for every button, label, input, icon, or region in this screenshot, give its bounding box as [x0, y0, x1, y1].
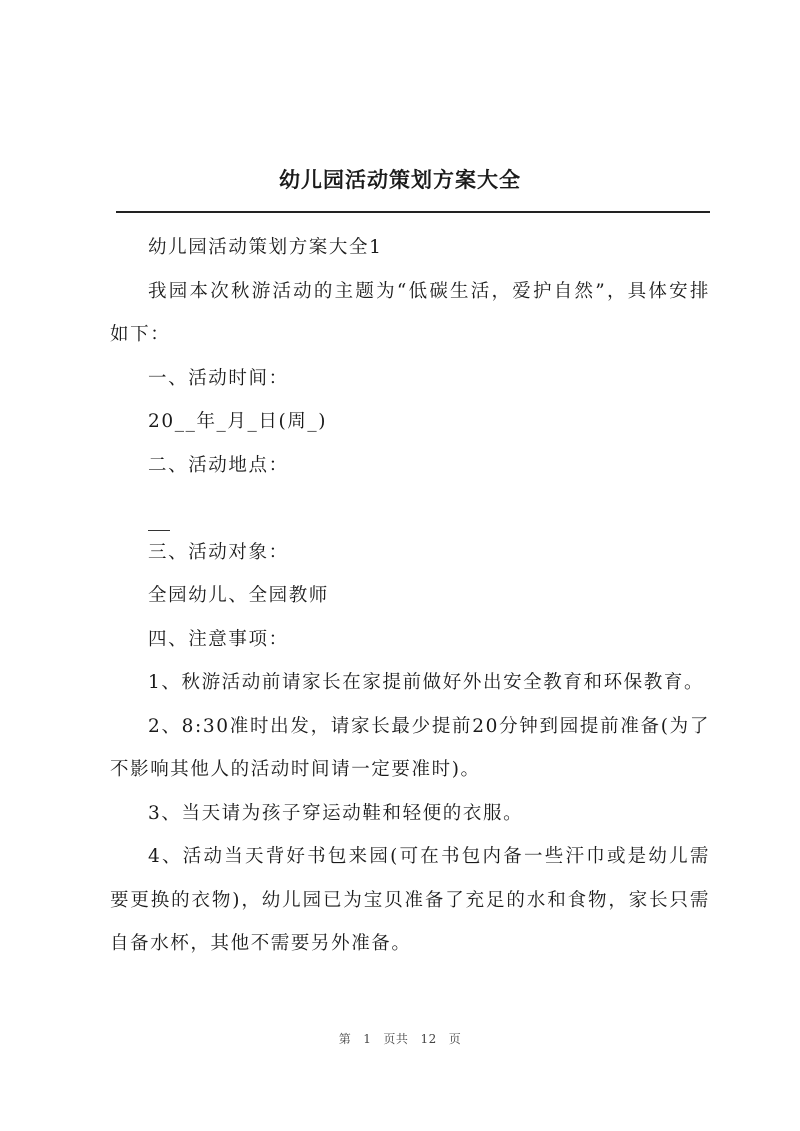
intro-paragraph: 我园本次秋游活动的主题为“低碳生活，爱护自然”，具体安排如下：	[110, 280, 710, 345]
footer-prefix: 第	[338, 1032, 352, 1046]
document-body	[110, 226, 710, 966]
fill-in-blank	[148, 502, 170, 531]
note-item-1: 1、秋游活动前请家长在家提前做好外出安全教育和环保教育。	[148, 672, 705, 693]
time-heading: 一、活动时间：	[148, 367, 289, 389]
footer-total-pages: 12	[420, 1032, 437, 1046]
time-value: 20__年_月_日(周_)	[148, 411, 328, 432]
audience-heading: 三、活动对象：	[148, 541, 289, 563]
footer-suffix: 页	[448, 1032, 462, 1046]
note-item-2: 2、8:30准时出发，请家长最少提前20分钟到园提前准备(为了不影响其他人的活动时间请一定要准时)。	[110, 715, 710, 780]
section-heading: 幼儿园活动策划方案大全1	[148, 237, 383, 258]
audience-value: 全园幼儿、全园教师	[148, 585, 329, 606]
footer-page-number: 1	[363, 1032, 372, 1046]
location-blank	[110, 487, 710, 531]
page-footer	[0, 1030, 800, 1047]
location-heading: 二、活动地点：	[148, 454, 289, 476]
notes-heading: 四、注意事项：	[148, 628, 289, 650]
document-title: 幼儿园活动策划方案大全	[279, 167, 521, 192]
note-item-4: 4、活动当天背好书包来园(可在书包内备一些汗巾或是幼儿需要更换的衣物)，幼儿园已为宝贝准备了充足的水和食物，家长只需自备水杯，其他不需要另外准备。	[110, 846, 710, 954]
footer-middle: 页共	[383, 1032, 409, 1046]
note-item-3: 3、当天请为孩子穿运动鞋和轻便的衣服。	[148, 802, 524, 824]
title-divider	[116, 211, 710, 213]
